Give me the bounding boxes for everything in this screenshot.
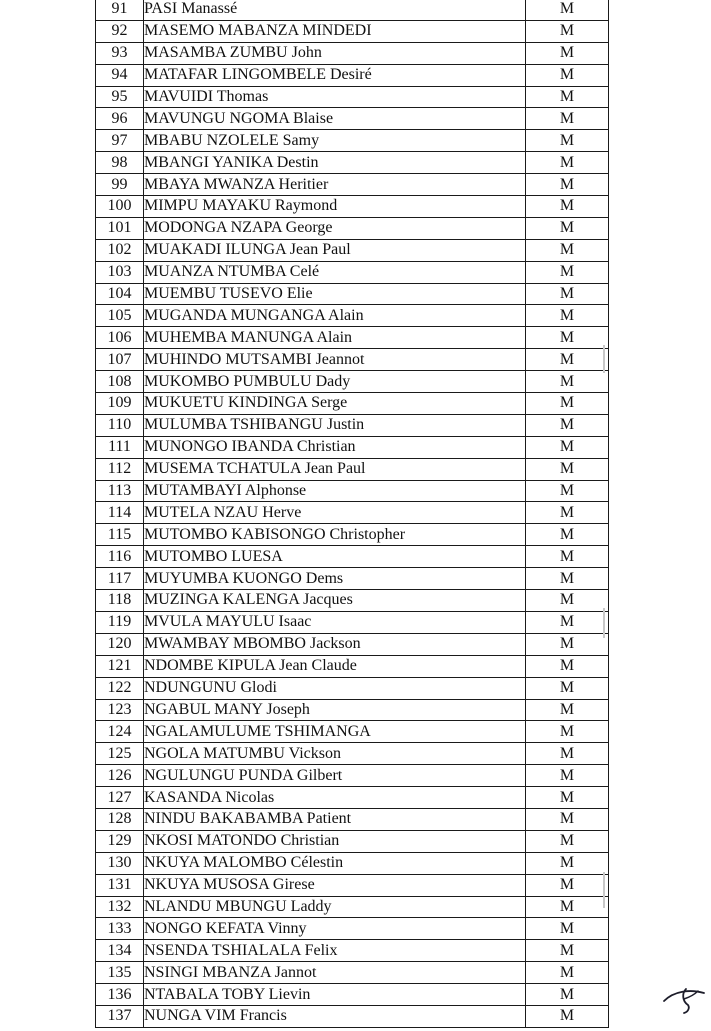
person-name: NKUYA MUSOSA Girese (144, 874, 526, 896)
person-name: MBABU NZOLELE Samy (144, 130, 526, 152)
row-number: 130 (96, 852, 144, 874)
sex-code: M (526, 64, 609, 86)
table-row (96, 217, 609, 239)
table-row (96, 414, 609, 436)
person-name: NDOMBE KIPULA Jean Claude (144, 655, 526, 677)
sex-code: M (526, 458, 609, 480)
sex-code: M (526, 0, 609, 20)
sex-code: M (526, 393, 609, 415)
row-number: 104 (96, 283, 144, 305)
person-name: MBANGI YANIKA Destin (144, 152, 526, 174)
row-number: 133 (96, 918, 144, 940)
table-row (96, 699, 609, 721)
person-name: NKUYA MALOMBO Célestin (144, 852, 526, 874)
sex-code: M (526, 568, 609, 590)
row-number: 98 (96, 152, 144, 174)
sex-code: M (526, 1005, 609, 1027)
sex-code: M (526, 611, 609, 633)
sex-code: M (526, 130, 609, 152)
sex-code: M (526, 20, 609, 42)
row-number: 129 (96, 830, 144, 852)
table-row (96, 590, 609, 612)
sex-code: M (526, 655, 609, 677)
roster-table (95, 0, 609, 1028)
sex-code: M (526, 480, 609, 502)
sex-code: M (526, 918, 609, 940)
sex-code: M (526, 830, 609, 852)
person-name: MULUMBA TSHIBANGU Justin (144, 414, 526, 436)
row-number: 95 (96, 86, 144, 108)
table-row (96, 524, 609, 546)
row-number: 94 (96, 64, 144, 86)
person-name: NKOSI MATONDO Christian (144, 830, 526, 852)
sex-code: M (526, 546, 609, 568)
person-name: MUTELA NZAU Herve (144, 502, 526, 524)
person-name: MUGANDA MUNGANGA Alain (144, 305, 526, 327)
person-name: NLANDU MBUNGU Laddy (144, 896, 526, 918)
table-row (96, 984, 609, 1006)
sex-code: M (526, 196, 609, 218)
sex-code: M (526, 852, 609, 874)
scan-artifact (603, 608, 605, 638)
sex-code: M (526, 108, 609, 130)
person-name: NSINGI MBANZA Jannot (144, 962, 526, 984)
row-number: 112 (96, 458, 144, 480)
person-name: PASI Manassé (144, 0, 526, 20)
row-number: 91 (96, 0, 144, 20)
roster-table-body (96, 0, 609, 1027)
person-name: MUTAMBAYI Alphonse (144, 480, 526, 502)
person-name: NUNGA VIM Francis (144, 1005, 526, 1027)
table-row (96, 261, 609, 283)
sex-code: M (526, 371, 609, 393)
row-number: 92 (96, 20, 144, 42)
row-number: 107 (96, 349, 144, 371)
table-row (96, 458, 609, 480)
table-row (96, 349, 609, 371)
row-number: 131 (96, 874, 144, 896)
row-number: 97 (96, 130, 144, 152)
table-row (96, 196, 609, 218)
sex-code: M (526, 633, 609, 655)
table-row (96, 283, 609, 305)
table-row (96, 852, 609, 874)
table-row (96, 152, 609, 174)
sex-code: M (526, 874, 609, 896)
person-name: MUYUMBA KUONGO Dems (144, 568, 526, 590)
table-row (96, 765, 609, 787)
table-row (96, 20, 609, 42)
row-number: 125 (96, 743, 144, 765)
person-name: MUKUETU KINDINGA Serge (144, 393, 526, 415)
person-name: MUHEMBA MANUNGA Alain (144, 327, 526, 349)
row-number: 106 (96, 327, 144, 349)
row-number: 127 (96, 787, 144, 809)
table-row (96, 42, 609, 64)
sex-code: M (526, 414, 609, 436)
person-name: MUANZA NTUMBA Celé (144, 261, 526, 283)
sex-code: M (526, 590, 609, 612)
table-row (96, 830, 609, 852)
person-name: NTABALA TOBY Lievin (144, 984, 526, 1006)
person-name: MAVUNGU NGOMA Blaise (144, 108, 526, 130)
table-row (96, 568, 609, 590)
table-row (96, 371, 609, 393)
sex-code: M (526, 349, 609, 371)
table-row (96, 0, 609, 20)
sex-code: M (526, 743, 609, 765)
scan-artifact (603, 872, 605, 908)
table-row (96, 546, 609, 568)
person-name: NGOLA MATUMBU Vickson (144, 743, 526, 765)
sex-code: M (526, 261, 609, 283)
sex-code: M (526, 765, 609, 787)
person-name: MUTOMBO KABISONGO Christopher (144, 524, 526, 546)
person-name: MATAFAR LINGOMBELE Desiré (144, 64, 526, 86)
row-number: 126 (96, 765, 144, 787)
sex-code: M (526, 86, 609, 108)
row-number: 137 (96, 1005, 144, 1027)
sex-code: M (526, 677, 609, 699)
sex-code: M (526, 524, 609, 546)
sex-code: M (526, 174, 609, 196)
table-row (96, 655, 609, 677)
row-number: 115 (96, 524, 144, 546)
person-name: MUZINGA KALENGA Jacques (144, 590, 526, 612)
person-name: NGULUNGU PUNDA Gilbert (144, 765, 526, 787)
table-row (96, 918, 609, 940)
person-name: MASAMBA ZUMBU John (144, 42, 526, 64)
row-number: 122 (96, 677, 144, 699)
row-number: 118 (96, 590, 144, 612)
sex-code: M (526, 962, 609, 984)
row-number: 136 (96, 984, 144, 1006)
table-row (96, 611, 609, 633)
row-number: 101 (96, 217, 144, 239)
table-row (96, 86, 609, 108)
person-name: MUSEMA TCHATULA Jean Paul (144, 458, 526, 480)
row-number: 103 (96, 261, 144, 283)
table-row (96, 239, 609, 261)
table-row (96, 327, 609, 349)
table-row (96, 874, 609, 896)
person-name: MUTOMBO LUESA (144, 546, 526, 568)
table-row (96, 808, 609, 830)
person-name: MAVUIDI Thomas (144, 86, 526, 108)
row-number: 128 (96, 808, 144, 830)
person-name: NDUNGUNU Glodi (144, 677, 526, 699)
table-row (96, 480, 609, 502)
table-row (96, 743, 609, 765)
sex-code: M (526, 152, 609, 174)
row-number: 117 (96, 568, 144, 590)
table-row (96, 896, 609, 918)
sex-code: M (526, 502, 609, 524)
person-name: MASEMO MABANZA MINDEDI (144, 20, 526, 42)
sex-code: M (526, 699, 609, 721)
row-number: 100 (96, 196, 144, 218)
sex-code: M (526, 305, 609, 327)
row-number: 116 (96, 546, 144, 568)
sex-code: M (526, 327, 609, 349)
row-number: 96 (96, 108, 144, 130)
sex-code: M (526, 808, 609, 830)
sex-code: M (526, 217, 609, 239)
table-row (96, 64, 609, 86)
person-name: MUKOMBO PUMBULU Dady (144, 371, 526, 393)
person-name: NSENDA TSHIALALA Felix (144, 940, 526, 962)
row-number: 132 (96, 896, 144, 918)
person-name: MUNONGO IBANDA Christian (144, 436, 526, 458)
row-number: 111 (96, 436, 144, 458)
person-name: MBAYA MWANZA Heritier (144, 174, 526, 196)
sex-code: M (526, 436, 609, 458)
sex-code: M (526, 787, 609, 809)
table-row (96, 633, 609, 655)
table-row (96, 174, 609, 196)
row-number: 119 (96, 611, 144, 633)
table-row (96, 436, 609, 458)
sex-code: M (526, 896, 609, 918)
person-name: KASANDA Nicolas (144, 787, 526, 809)
person-name: MWAMBAY MBOMBO Jackson (144, 633, 526, 655)
row-number: 108 (96, 371, 144, 393)
row-number: 102 (96, 239, 144, 261)
person-name: NGALAMULUME TSHIMANGA (144, 721, 526, 743)
person-name: MVULA MAYULU Isaac (144, 611, 526, 633)
person-name: MUHINDO MUTSAMBI Jeannot (144, 349, 526, 371)
sex-code: M (526, 984, 609, 1006)
person-name: MUEMBU TUSEVO Elie (144, 283, 526, 305)
table-row (96, 677, 609, 699)
row-number: 121 (96, 655, 144, 677)
row-number: 113 (96, 480, 144, 502)
row-number: 123 (96, 699, 144, 721)
person-name: MIMPU MAYAKU Raymond (144, 196, 526, 218)
row-number: 109 (96, 393, 144, 415)
row-number: 105 (96, 305, 144, 327)
handwritten-signature (660, 975, 708, 1015)
scan-artifact (603, 345, 605, 373)
table-row (96, 502, 609, 524)
table-row (96, 787, 609, 809)
person-name: MODONGA NZAPA George (144, 217, 526, 239)
sex-code: M (526, 940, 609, 962)
table-row (96, 1005, 609, 1027)
table-row (96, 108, 609, 130)
sex-code: M (526, 721, 609, 743)
person-name: MUAKADI ILUNGA Jean Paul (144, 239, 526, 261)
row-number: 134 (96, 940, 144, 962)
row-number: 114 (96, 502, 144, 524)
person-name: NONGO KEFATA Vinny (144, 918, 526, 940)
table-row (96, 721, 609, 743)
row-number: 120 (96, 633, 144, 655)
row-number: 99 (96, 174, 144, 196)
person-name: NINDU BAKABAMBA Patient (144, 808, 526, 830)
table-row (96, 940, 609, 962)
row-number: 135 (96, 962, 144, 984)
row-number: 93 (96, 42, 144, 64)
sex-code: M (526, 283, 609, 305)
person-name: NGABUL MANY Joseph (144, 699, 526, 721)
table-row (96, 393, 609, 415)
row-number: 110 (96, 414, 144, 436)
table-row (96, 962, 609, 984)
row-number: 124 (96, 721, 144, 743)
sex-code: M (526, 42, 609, 64)
sex-code: M (526, 239, 609, 261)
table-row (96, 130, 609, 152)
table-row (96, 305, 609, 327)
